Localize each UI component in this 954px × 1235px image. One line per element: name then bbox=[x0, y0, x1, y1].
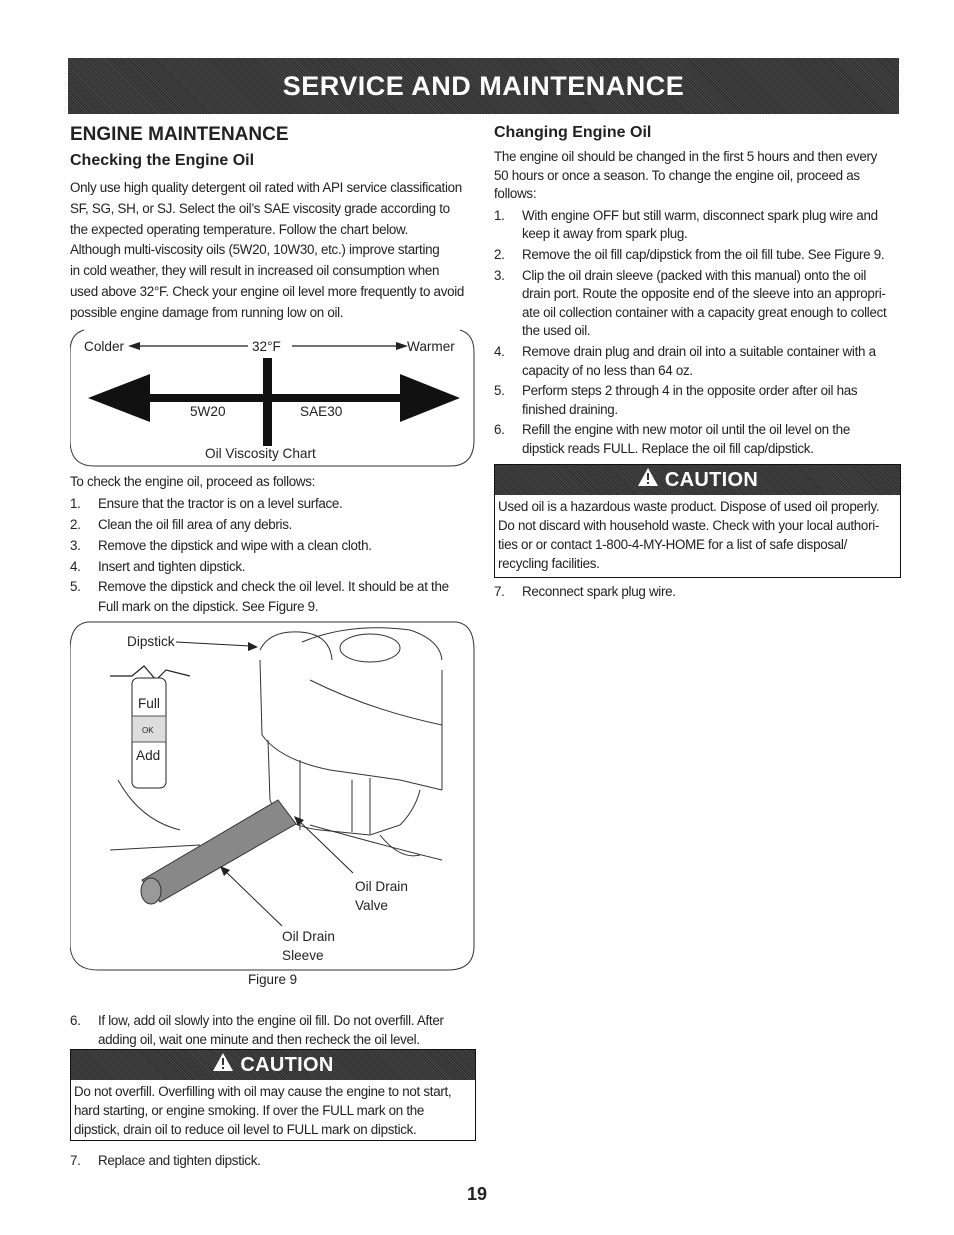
check-intro: To check the engine oil, proceed as follows: bbox=[70, 474, 316, 489]
caution-title: CAUTION bbox=[240, 1053, 334, 1076]
intro-line: Only use high quality detergent oil rated with API service classification bbox=[70, 180, 462, 195]
list-item: 5. Perform steps 2 through 4 in the opposite order after oil has finished draining. bbox=[494, 383, 858, 417]
left-column bbox=[70, 120, 475, 324]
caution-box-used-oil bbox=[494, 464, 901, 578]
figure-caption: Figure 9 bbox=[247, 972, 298, 987]
step-7-reconnect bbox=[494, 584, 899, 599]
list-item: 1. Ensure that the tractor is on a level surface. bbox=[70, 495, 343, 511]
list-item: 6. If low, add oil slowly into the engine oil fill. Do not overfill. After adding oil, wait one minute and then recheck the oil level. bbox=[70, 1013, 444, 1047]
dipstick-arrow-icon bbox=[248, 642, 258, 651]
intro-line: in cold weather, they will result in increased oil consumption when bbox=[70, 263, 440, 279]
intro-line: used above 32°F. Check your engine oil level more frequently to avoid bbox=[70, 283, 465, 299]
change-oil-steps bbox=[494, 207, 900, 459]
colder-arrowhead-icon bbox=[128, 342, 140, 350]
intro-line: Although multi-viscosity oils (5W20, 10W30, etc.) improve starting bbox=[70, 242, 440, 258]
low-grade-label: 5W20 bbox=[190, 404, 226, 419]
warning-triangle-icon bbox=[212, 1052, 234, 1078]
dipstick-end-icon bbox=[110, 666, 190, 788]
list-item: 4. Remove drain plug and drain oil into a suitable container with a capacity of no less than 64 oz. bbox=[494, 343, 876, 378]
caution-box-overfill bbox=[70, 1049, 476, 1141]
right-column bbox=[494, 120, 900, 459]
ok-mark-label: OK bbox=[142, 726, 154, 735]
oil-intro-paragraph bbox=[70, 178, 475, 324]
check-oil-steps bbox=[70, 472, 475, 617]
engine-maintenance-heading: ENGINE MAINTENANCE bbox=[70, 124, 289, 145]
list-item: 3. Remove the dipstick and wipe with a clean cloth. bbox=[70, 537, 372, 553]
temp-label: 32°F bbox=[252, 339, 281, 354]
oil-drain-sleeve-icon bbox=[142, 800, 296, 902]
warmer-label: Warmer bbox=[407, 339, 455, 354]
list-item: 3. Clip the oil drain sleeve (packed with this manual) onto the oil drain port. Route the opposite end of the sleeve into an appropri- ate oil collection container with a capacity great enough to collect the used oil. bbox=[494, 267, 887, 339]
caution-body: Used oil is a hazardous waste product. Dispose of used oil properly. Do not discard with household waste. Check with your local authori- ties or or contact 1-800-4-MY-HOME for a list of safe disposal/ recycling facilities. bbox=[498, 499, 880, 571]
list-item: 6. Refill the engine with new motor oil until the oil level on the dipstick reads FULL. Replace the oil fill cap/dipstick. bbox=[494, 422, 850, 456]
list-item: 2. Clean the oil fill area of any debris. bbox=[70, 516, 293, 532]
list-item: 7. Reconnect spark plug wire. bbox=[494, 584, 676, 599]
oil-drain-sleeve-label-2: Sleeve bbox=[282, 948, 324, 963]
high-grade-label: SAE30 bbox=[300, 404, 343, 419]
section-title: SERVICE AND MAINTENANCE bbox=[282, 70, 685, 101]
changing-oil-heading: Changing Engine Oil bbox=[494, 124, 652, 141]
intro-line: possible engine damage from running low on oil. bbox=[70, 304, 344, 320]
list-item: 4. Insert and tighten dipstick. bbox=[70, 558, 246, 574]
add-mark-label: Add bbox=[136, 748, 161, 763]
caution-header bbox=[71, 1050, 475, 1080]
intro-line: SF, SG, SH, or SJ. Select the oil’s SAE viscosity grade according to bbox=[70, 200, 450, 216]
figure-9-illustration bbox=[70, 620, 475, 972]
caution-header bbox=[495, 465, 900, 495]
full-mark-label: Full bbox=[138, 696, 160, 711]
list-item: 2. Remove the oil fill cap/dipstick from the oil fill tube. See Figure 9. bbox=[494, 246, 885, 262]
page-number: 19 bbox=[466, 1184, 488, 1204]
oil-drain-sleeve-label-1: Oil Drain bbox=[282, 929, 335, 944]
changing-intro: The engine oil should be changed in the first 5 hours and then every 50 hours or once a season. To change the engine oil, proceed as follows: bbox=[494, 149, 878, 202]
list-item: 5. Remove the dipstick and check the oil level. It should be at the Full mark on the dipstick. See Figure 9. bbox=[70, 578, 449, 614]
step-6-check bbox=[70, 1011, 475, 1049]
colder-label: Colder bbox=[84, 339, 125, 354]
list-item: 7. Replace and tighten dipstick. bbox=[70, 1153, 261, 1168]
oil-drain-valve-label-2: Valve bbox=[355, 898, 388, 913]
caution-title: CAUTION bbox=[664, 468, 759, 491]
step-7-replace bbox=[70, 1153, 475, 1168]
list-item: 1. With engine OFF but still warm, disconnect spark plug wire and keep it away from spark plug. bbox=[494, 207, 878, 242]
caution-body: Do not overfill. Overfilling with oil may cause the engine to not start, hard starting, or engine smoking. If over the FULL mark on the dipstick, drain oil to reduce oil level to FULL mark on dipstick. bbox=[74, 1084, 452, 1137]
chart-caption: Oil Viscosity Chart bbox=[205, 446, 316, 461]
checking-oil-subheading: Checking the Engine Oil bbox=[70, 152, 255, 169]
warning-triangle-icon bbox=[637, 467, 659, 493]
dipstick-label: Dipstick bbox=[127, 634, 175, 649]
section-banner bbox=[68, 58, 899, 114]
oil-viscosity-chart bbox=[70, 328, 475, 468]
intro-line: the expected operating temperature. Follow the chart below. bbox=[70, 221, 409, 237]
oil-drain-valve-label-1: Oil Drain bbox=[355, 879, 408, 894]
